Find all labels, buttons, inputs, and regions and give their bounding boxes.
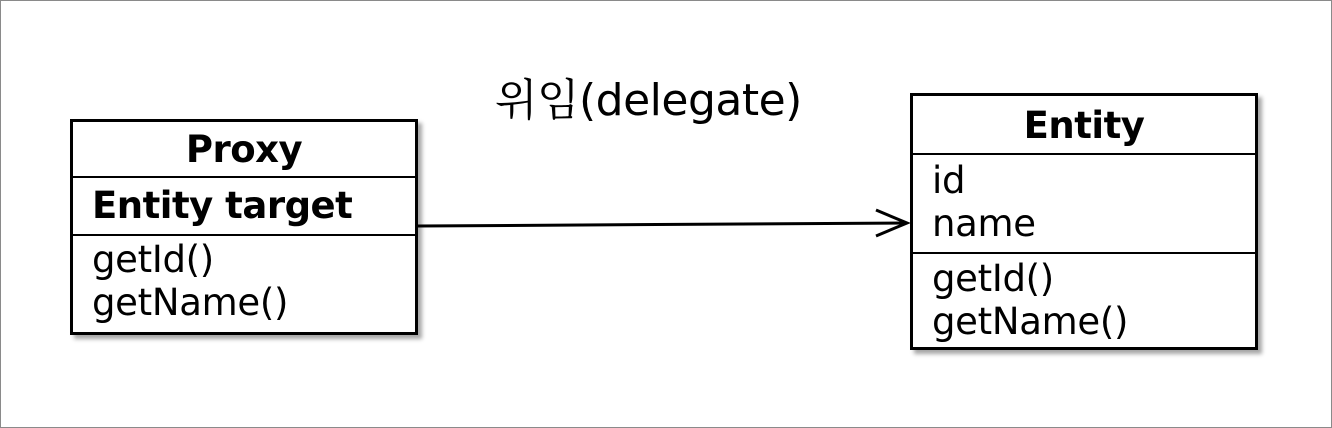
delegate-label: 위임(delegate): [495, 75, 802, 126]
entity-class-name: Entity: [913, 96, 1255, 155]
entity-method-getid: getId(): [932, 257, 1054, 300]
proxy-class-name: Proxy: [73, 122, 415, 178]
arrow-shaft: [418, 223, 906, 226]
proxy-field-target: Entity target: [92, 184, 353, 227]
entity-fields: [913, 155, 1255, 254]
proxy-method-getname: getName(): [92, 281, 289, 324]
entity-class-box: [910, 93, 1258, 350]
proxy-methods: [73, 236, 415, 324]
entity-field-name: name: [932, 202, 1036, 245]
proxy-method-getid: getId(): [92, 238, 214, 281]
entity-field-id: id: [932, 159, 966, 202]
entity-method-getname: getName(): [932, 300, 1129, 343]
proxy-fields: [73, 178, 415, 236]
entity-methods: [913, 254, 1255, 343]
proxy-class-box: [70, 119, 418, 335]
